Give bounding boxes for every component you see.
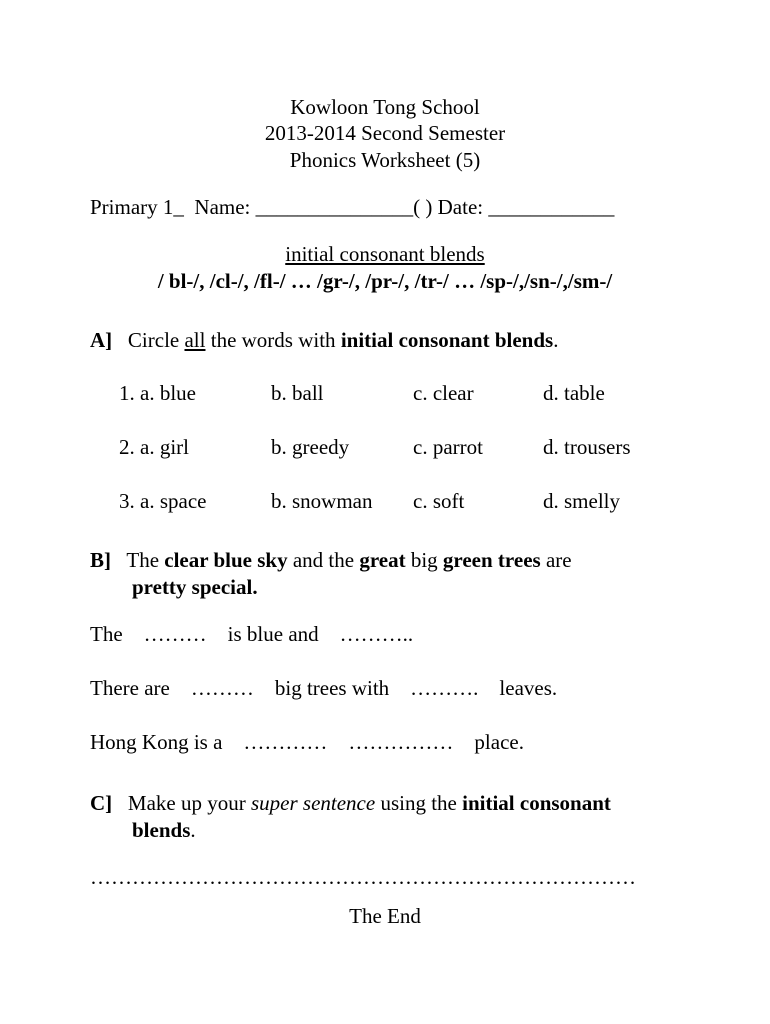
instr-bold: initial consonant blends	[340, 328, 554, 352]
instr-all: all	[184, 328, 206, 352]
fill-line-2	[90, 675, 557, 701]
section-b-sentence-line1	[90, 547, 572, 573]
option-3b[interactable]: b. snowman	[271, 489, 373, 513]
section-b-label: B]	[90, 548, 111, 572]
section-c-instruction-line1	[90, 790, 611, 816]
worksheet-title: Phonics Worksheet (5)	[289, 148, 481, 172]
instr-text: Make up your	[127, 791, 251, 815]
sentence-text: The	[126, 548, 165, 572]
instr-bold: initial consonant	[462, 791, 611, 815]
instr-text: using the	[375, 791, 463, 815]
sentence-text: are	[540, 548, 572, 572]
option-2a[interactable]: 2. a. girl	[119, 435, 189, 459]
blends-list: / bl-/, /cl-/, /fl-/ … /gr-/, /pr-/, /tr-/ … /sp-/,/sn-/,/sm-/	[157, 269, 613, 293]
sentence-text: big	[405, 548, 443, 572]
instr-text-2: the words with	[205, 328, 341, 352]
option-2d[interactable]: d. trousers	[543, 435, 631, 459]
fill-text: The	[90, 622, 123, 646]
class-number-blank[interactable]: ( )	[413, 195, 433, 219]
option-3d[interactable]: d. smelly	[543, 489, 620, 513]
info-line	[90, 194, 614, 220]
section-a-instruction	[90, 327, 558, 353]
fill-blank[interactable]: …………	[243, 730, 328, 754]
fill-blank[interactable]: ………	[190, 676, 254, 700]
option-3a[interactable]: 3. a. space	[119, 489, 207, 513]
instr-bold: blends	[132, 818, 191, 842]
option-1b[interactable]: b. ball	[271, 381, 324, 405]
option-1d[interactable]: d. table	[543, 381, 605, 405]
sentence-bold: clear blue sky	[164, 548, 288, 572]
instr-text: .	[190, 818, 196, 842]
fill-line-1	[90, 621, 413, 647]
name-label: Name:	[194, 195, 251, 219]
section-c-instruction-line2	[132, 817, 196, 843]
fill-text: place.	[474, 730, 524, 754]
semester: 2013-2014 Second Semester	[264, 121, 506, 145]
fill-blank[interactable]: ………	[143, 622, 207, 646]
sentence-text: and the	[287, 548, 360, 572]
fill-text: Hong Kong is a	[90, 730, 223, 754]
fill-blank[interactable]: ……………	[348, 730, 454, 754]
fill-text: big trees with	[274, 676, 390, 700]
sentence-bold: great	[359, 548, 406, 572]
section-c-label: C]	[90, 791, 113, 815]
option-2c[interactable]: c. parrot	[413, 435, 483, 459]
instr-text-1: Circle	[127, 328, 185, 352]
option-3c[interactable]: c. soft	[413, 489, 465, 513]
fill-blank[interactable]: ………..	[339, 622, 414, 646]
instr-italic: super sentence	[250, 791, 376, 815]
fill-text: leaves.	[499, 676, 558, 700]
the-end: The End	[349, 904, 421, 928]
option-1c[interactable]: c. clear	[413, 381, 474, 405]
option-2b[interactable]: b. greedy	[271, 435, 350, 459]
date-label: Date:	[437, 195, 484, 219]
fill-text: is blue and	[227, 622, 319, 646]
date-blank[interactable]: ____________	[488, 195, 615, 219]
school-name: Kowloon Tong School	[290, 95, 480, 119]
name-blank[interactable]: _______________	[255, 195, 414, 219]
topic-title: initial consonant blends	[285, 242, 485, 266]
fill-blank[interactable]: ……….	[410, 676, 479, 700]
section-b-sentence-line2: pretty special.	[132, 575, 258, 599]
section-a-label: A]	[90, 328, 113, 352]
answer-line[interactable]: ……………………………………………………………………	[90, 865, 636, 889]
fill-text: There are	[90, 676, 170, 700]
fill-line-3	[90, 729, 524, 755]
class-label: Primary 1_	[90, 195, 184, 219]
option-1a[interactable]: 1. a. blue	[119, 381, 196, 405]
sentence-bold: green trees	[442, 548, 541, 572]
instr-end: .	[553, 328, 559, 352]
